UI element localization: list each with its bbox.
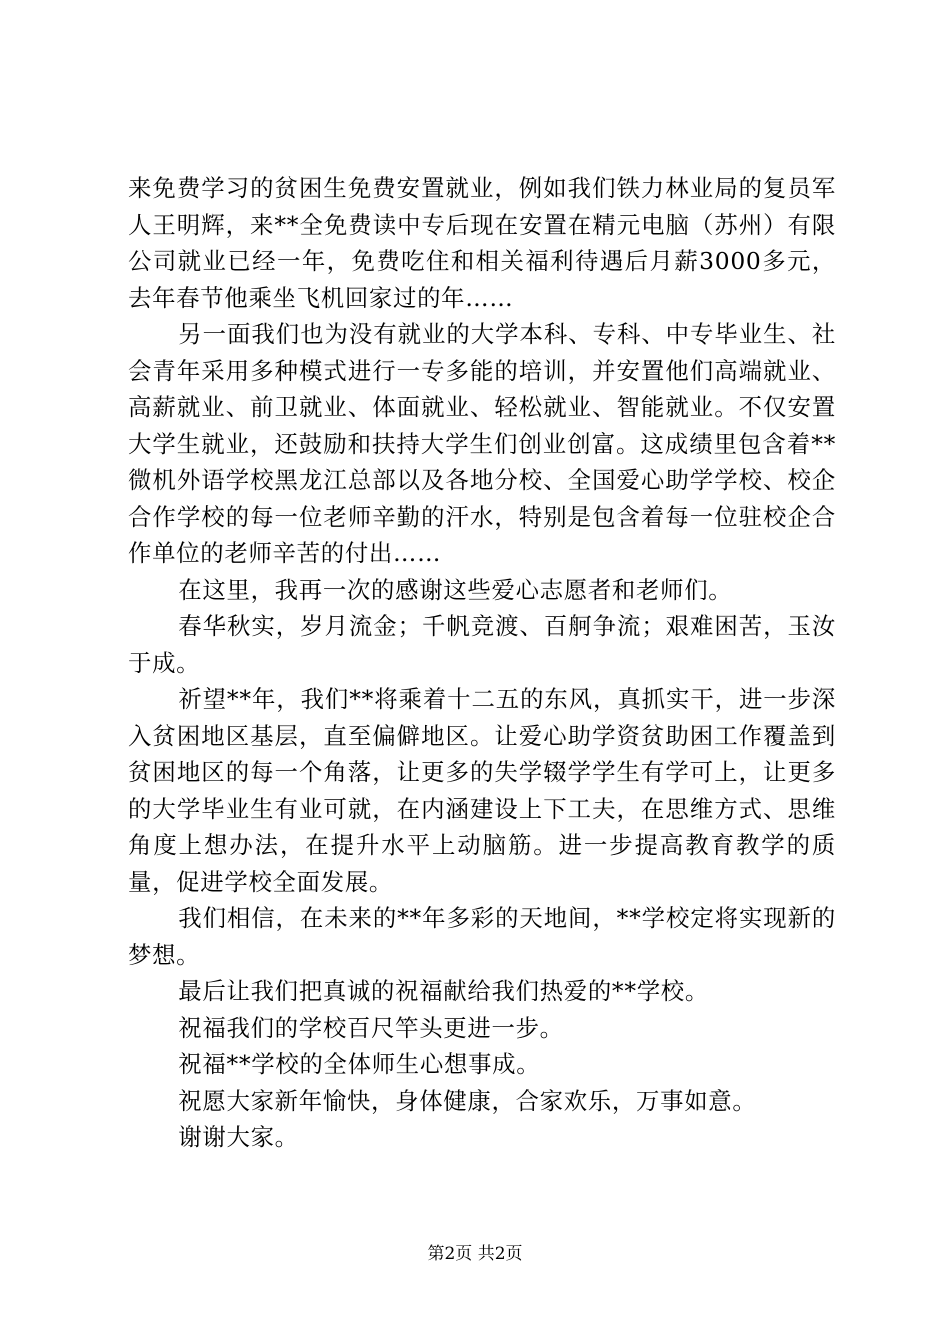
paragraph-blessing-staff: 祝福**学校的全体师生心想事成。: [178, 1050, 541, 1078]
paragraph-blessing-school: 祝福我们的学校百尺竿头更进一步。: [178, 1013, 564, 1042]
paragraph-continued: 来免费学习的贫困生免费安置就业，例如我们铁力林业局的复员军人王明辉，来**全免费读中专后现在安置在精元电脑（苏州）有限公司就业已经一年，免费吃住和相关福利待遇后月薪3000多元，去年春节他乘坐飞机回家过的年……: [128, 174, 836, 312]
body-text: [128, 170, 836, 1156]
paragraph-blessing-all: 祝愿大家新年愉快，身体健康，合家欢乐，万事如意。: [178, 1086, 757, 1115]
paragraph-outlook: 祈望**年，我们**将乘着十二五的东风，真抓实干，进一步深入贫困地区基层，直至偏僻地区。让爱心助学资贫助困工作覆盖到贫困地区的每一个角落，让更多的失学辍学学生有学可上，让更多的大学毕业生有业可就，在内涵建设上下工夫，在思维方式、思维角度上想办法，在提升水平上动脑筋。进一步提高教育教学的质量，促进学校全面发展。: [128, 685, 836, 896]
paragraph-blessing-intro: 最后让我们把真诚的祝福献给我们热爱的**学校。: [178, 977, 709, 1005]
paragraph-training: 另一面我们也为没有就业的大学本科、专科、中专毕业生、社会青年采用多种模式进行一专多能的培训，并安置他们高端就业、高薪就业、前卫就业、体面就业、轻松就业、智能就业。不仅安置大学生就业，还鼓励和扶持大学生们创业创富。这成绩里包含着**微机外语学校黑龙江总部以及各地分校、全国爱心助学学校、校企合作学校的每一位老师辛勤的汗水，特别是包含着每一位驻校企合作单位的老师辛苦的付出……: [128, 320, 836, 567]
paragraph-thanks: 在这里，我再一次的感谢这些爱心志愿者和老师们。: [178, 575, 733, 604]
paragraph-belief: 我们相信，在未来的**年多彩的天地间，**学校定将实现新的梦想。: [128, 904, 836, 969]
paragraph-closing: 谢谢大家。: [178, 1123, 299, 1151]
page-footer: 第2页 共2页: [427, 1244, 523, 1264]
paragraph-idiom: 春华秋实，岁月流金；千帆竞渡、百舸争流；艰难困苦，玉汝于成。: [128, 612, 836, 677]
